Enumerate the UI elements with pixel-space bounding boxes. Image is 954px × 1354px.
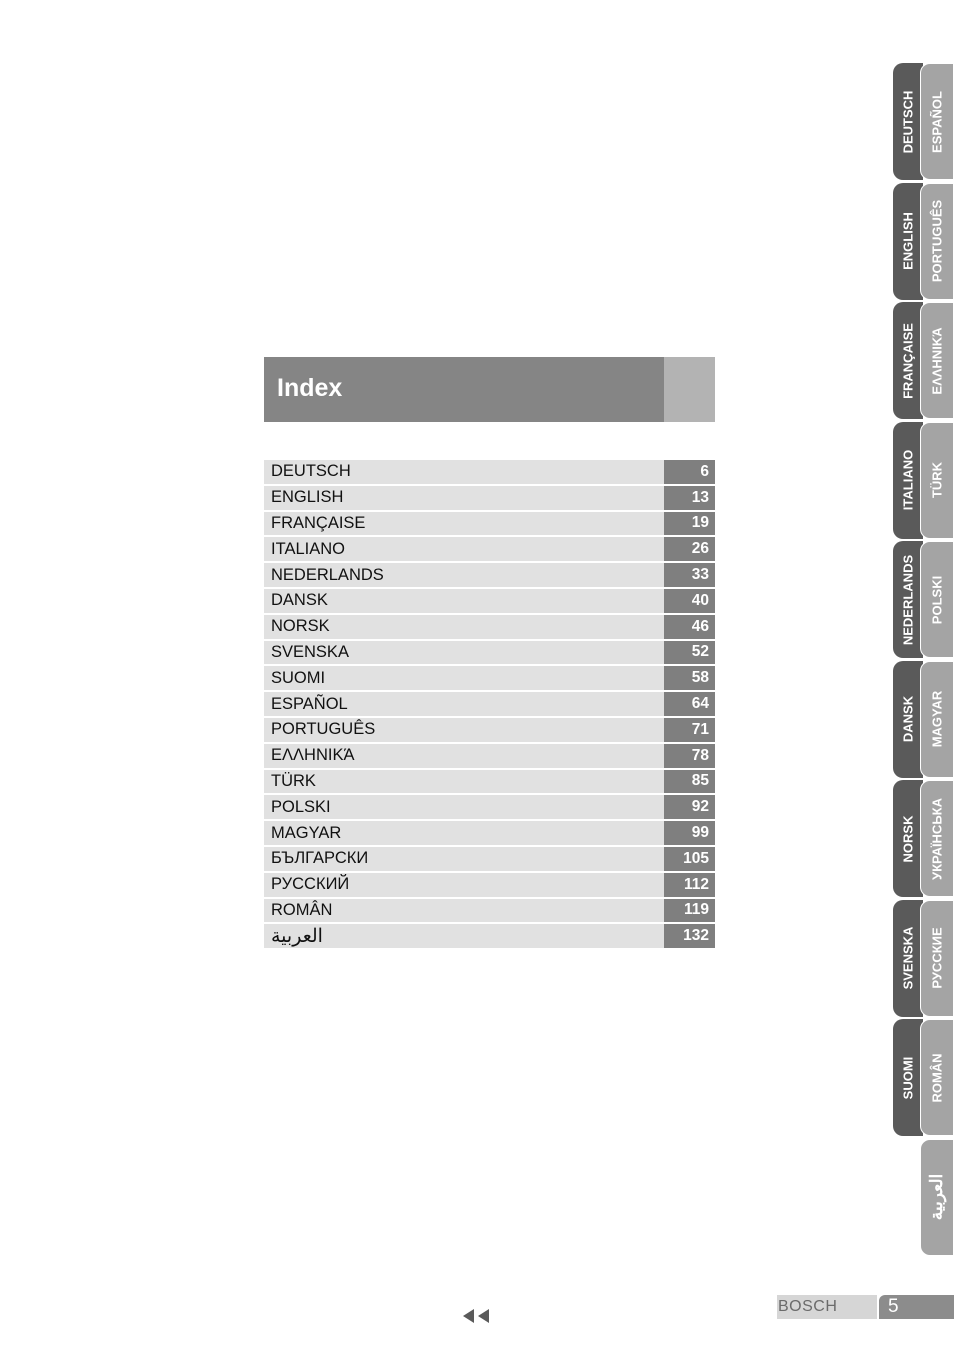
- index-page-number: 112: [664, 873, 715, 899]
- side-tab-label: POLSKI: [929, 575, 945, 624]
- index-language: NEDERLANDS: [264, 563, 664, 589]
- index-language: ENGLISH: [264, 486, 664, 512]
- index-language: MAGYAR: [264, 821, 664, 847]
- index-page-number: 13: [664, 486, 715, 512]
- side-tab[interactable]: [893, 422, 923, 539]
- index-page-number: 52: [664, 641, 715, 667]
- index-row[interactable]: [264, 873, 715, 899]
- side-tab[interactable]: [920, 302, 954, 419]
- index-title: Index: [277, 374, 343, 402]
- side-tab[interactable]: [893, 541, 923, 658]
- index-page-number: 19: [664, 512, 715, 538]
- index-row[interactable]: [264, 770, 715, 796]
- side-tab[interactable]: [893, 183, 923, 300]
- side-tab[interactable]: [893, 900, 923, 1017]
- index-page-number: 105: [664, 847, 715, 873]
- side-tab-label: DEUTSCH: [900, 90, 916, 153]
- side-tab-label: TÜRK: [929, 461, 945, 499]
- index-row[interactable]: [264, 692, 715, 718]
- index-language: العربية: [264, 924, 664, 950]
- index-row[interactable]: [264, 537, 715, 563]
- side-tab-label: العربية: [927, 1173, 946, 1221]
- index-row[interactable]: [264, 795, 715, 821]
- double-left-triangle-icon[interactable]: [463, 1308, 491, 1324]
- side-tab-label: РУССКИЕ: [929, 927, 945, 989]
- index-page-number: 99: [664, 821, 715, 847]
- side-tab[interactable]: [893, 302, 923, 419]
- index-page-number: 71: [664, 718, 715, 744]
- index-language: PORTUGUÊS: [264, 718, 664, 744]
- side-tab-label: SUOMI: [900, 1056, 916, 1099]
- index-page-number: 46: [664, 615, 715, 641]
- index-row[interactable]: [264, 563, 715, 589]
- side-tab[interactable]: [893, 1019, 923, 1136]
- side-tab[interactable]: [920, 661, 954, 778]
- side-tab[interactable]: [920, 541, 954, 658]
- page-number: 5: [879, 1295, 954, 1319]
- side-tab-label: MAGYAR: [929, 690, 945, 748]
- side-tab[interactable]: [893, 63, 923, 180]
- side-tab-label: ROMÂN: [929, 1052, 945, 1103]
- side-tab-label: ΕΛΛΗΝΙΚΆ: [929, 326, 945, 395]
- index-page-number: 6: [664, 460, 715, 486]
- index-page-number: 40: [664, 589, 715, 615]
- index-header-accent: [664, 357, 715, 422]
- side-tab[interactable]: [920, 1139, 954, 1256]
- side-tab-label: NORSK: [900, 815, 916, 862]
- index-language: ROMÂN: [264, 899, 664, 925]
- index-row[interactable]: [264, 821, 715, 847]
- side-tab-label: PORTUGUÊS: [929, 199, 945, 283]
- index-row[interactable]: [264, 666, 715, 692]
- side-tab-label: FRANÇAISE: [900, 322, 916, 399]
- side-tab-label: NEDERLANDS: [900, 554, 916, 645]
- index-page-number: 92: [664, 795, 715, 821]
- index-language: DANSK: [264, 589, 664, 615]
- index-row[interactable]: [264, 718, 715, 744]
- index-language: SVENSKA: [264, 641, 664, 667]
- index-language: ΕΛΛΗΝΙΚΆ: [264, 744, 664, 770]
- index-row[interactable]: [264, 512, 715, 538]
- side-tab-label: DANSK: [900, 695, 916, 743]
- index-page-number: 26: [664, 537, 715, 563]
- index-language: ITALIANO: [264, 537, 664, 563]
- index-row[interactable]: [264, 486, 715, 512]
- side-tab[interactable]: [920, 1019, 954, 1136]
- side-tab-label: УКРАЇНСЬКА: [929, 797, 945, 880]
- index-language: ESPAÑOL: [264, 692, 664, 718]
- index-language: TÜRK: [264, 770, 664, 796]
- side-tab-label: ESPAÑOL: [929, 90, 945, 153]
- index-page-number: 64: [664, 692, 715, 718]
- side-tab-label: ITALIANO: [900, 449, 916, 511]
- index-page-number: 132: [664, 924, 715, 950]
- side-tab[interactable]: [920, 900, 954, 1017]
- side-tab[interactable]: [920, 780, 954, 897]
- index-page-number: 85: [664, 770, 715, 796]
- index-page-number: 58: [664, 666, 715, 692]
- side-tab-label: ENGLISH: [900, 212, 916, 270]
- index-row[interactable]: [264, 641, 715, 667]
- side-tab[interactable]: [920, 63, 954, 180]
- index-row[interactable]: [264, 615, 715, 641]
- index-page-number: 33: [664, 563, 715, 589]
- index-language: POLSKI: [264, 795, 664, 821]
- index-row[interactable]: [264, 460, 715, 486]
- index-header: [264, 357, 664, 422]
- side-tab-label: SVENSKA: [900, 926, 916, 990]
- index-page-number: 78: [664, 744, 715, 770]
- index-list: [264, 460, 715, 950]
- index-page-number: 119: [664, 899, 715, 925]
- index-row[interactable]: [264, 924, 715, 950]
- index-language: БЪЛГАРСКИ: [264, 847, 664, 873]
- side-tab[interactable]: [893, 661, 923, 778]
- index-language: SUOMI: [264, 666, 664, 692]
- index-row[interactable]: [264, 744, 715, 770]
- index-language: РУССКИЙ: [264, 873, 664, 899]
- side-tab[interactable]: [893, 780, 923, 897]
- index-row[interactable]: [264, 899, 715, 925]
- footer-brand: BOSCH: [777, 1295, 877, 1319]
- index-row[interactable]: [264, 847, 715, 873]
- index-language: FRANÇAISE: [264, 512, 664, 538]
- index-language: NORSK: [264, 615, 664, 641]
- index-row[interactable]: [264, 589, 715, 615]
- side-tab[interactable]: [920, 183, 954, 300]
- index-language: DEUTSCH: [264, 460, 664, 486]
- side-tab[interactable]: [920, 422, 954, 539]
